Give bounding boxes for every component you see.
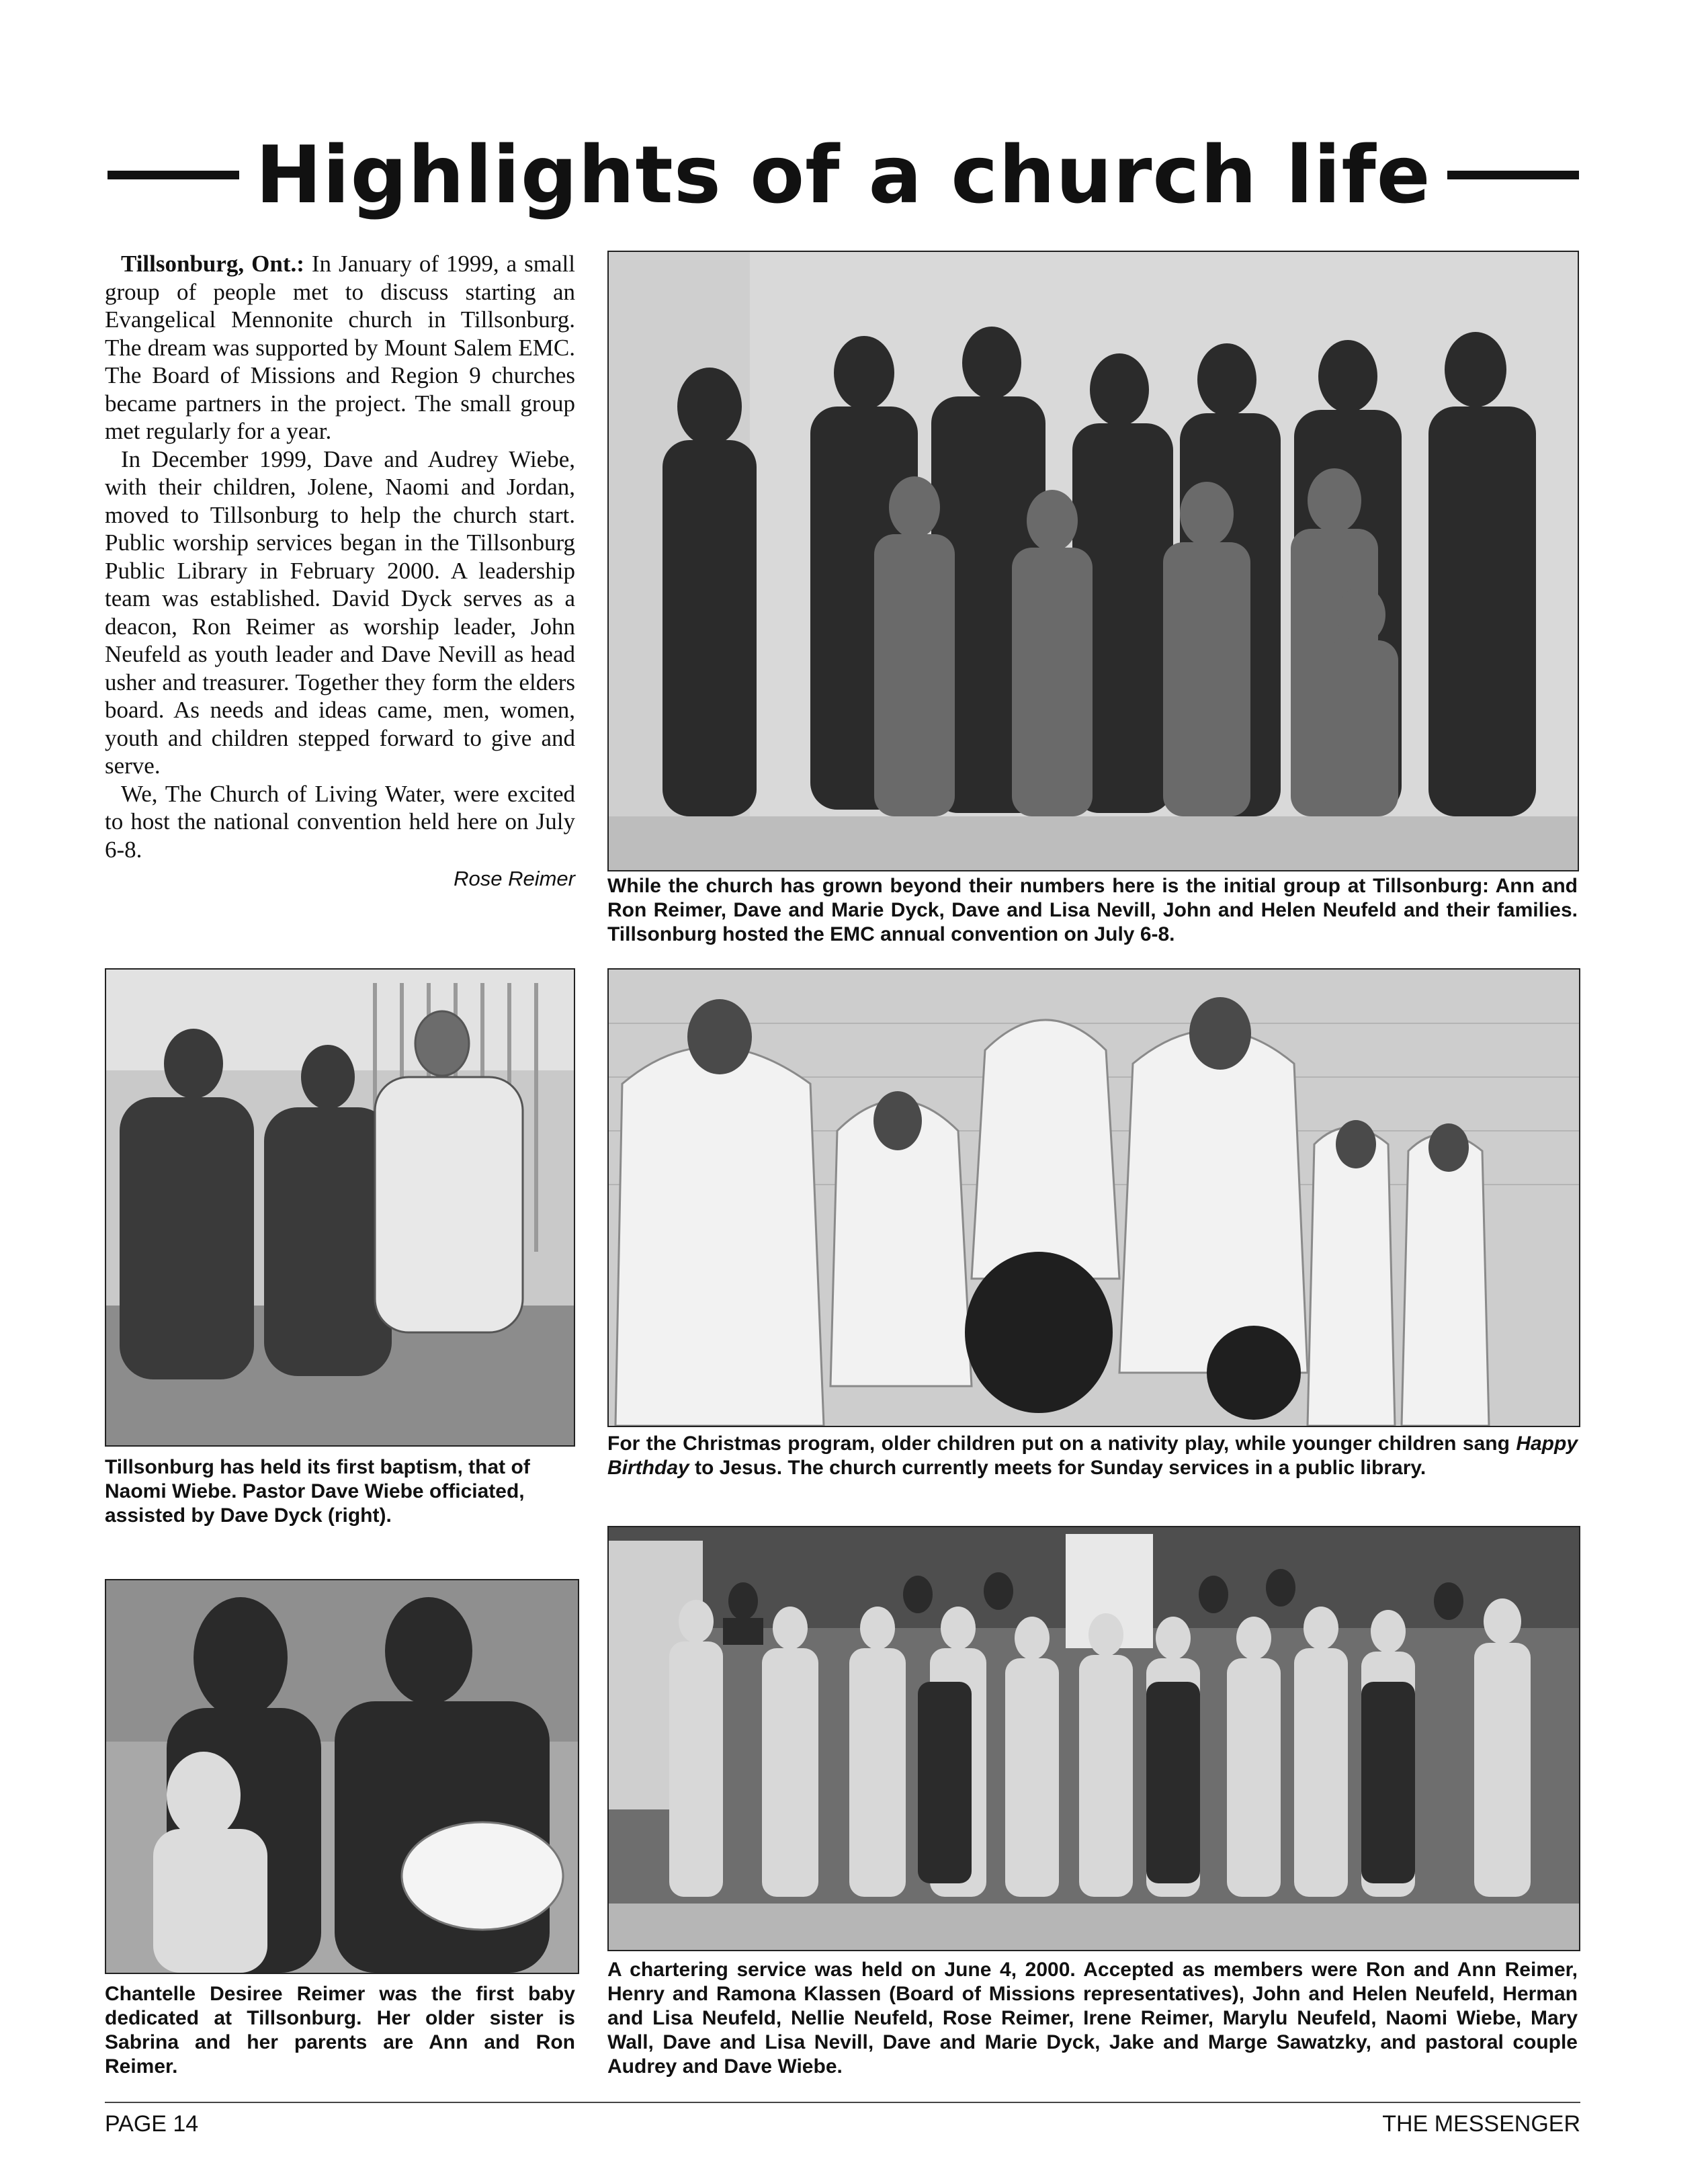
chartering-caption: A chartering service was held on June 4, 2000. Accepted as members were Ron and Ann Reimer, Henry and Ramona Klassen (Board of Missions representatives), John and Helen Neufeld, Herman and Lisa Neufeld, Nellie Neufeld, Rose Reimer, Irene Reimer, Marylu Neufeld, Naomi Wiebe, Mary Wall, Dave and Lisa Nevill, Dave and Marie Dyck, Jake and Marge Sawatzky, and pastoral couple Audrey and Dave Wiebe. xyxy=(607,1959,1578,2078)
page-title: Highlights of a church life xyxy=(255,128,1431,221)
song-title: Happy Birthday xyxy=(607,1433,1578,1479)
dateline: Tillsonburg, Ont.: xyxy=(121,251,304,277)
intro-article xyxy=(105,250,575,893)
group-photo xyxy=(607,251,1579,871)
chartering-photo xyxy=(607,1526,1580,1951)
christmas-photo xyxy=(607,968,1580,1427)
headline-banner xyxy=(108,128,1579,222)
group-photo-caption: While the church has grown beyond their numbers here is the initial group at Tillsonburg: Ann and Ron Reimer, Dave and Marie Dyck, Dave and Lisa Nevill, John and Helen Neufeld and their families. Tillsonburg hosted the EMC annual convention on July 6-8. xyxy=(607,875,1578,945)
baptism-caption: Tillsonburg has held its first baptism, that of Naomi Wiebe. Pastor Dave Wiebe officiated, assisted by Dave Dyck (right). xyxy=(105,1456,530,1527)
article-paragraph-3: We, The Church of Living Water, were excited to host the national convention held here on July 6-8. xyxy=(105,780,575,863)
christmas-caption xyxy=(607,1432,1578,1480)
headline-rule-right xyxy=(1447,171,1579,179)
headline-rule-left xyxy=(108,171,239,179)
baptism-photo xyxy=(105,968,575,1447)
baby-dedication-photo xyxy=(105,1579,579,1974)
article-paragraph-1 xyxy=(105,250,575,445)
byline: Rose Reimer xyxy=(454,867,575,890)
christmas-caption-text-2: to Jesus. The church currently meets for Sunday services in a public library. xyxy=(689,1457,1426,1479)
publication-name: THE MESSENGER xyxy=(1382,2111,1580,2137)
article-paragraph-1-text: In January of 1999, a small group of people met to discuss starting an Evangelical Mennonite church in Tillsonburg. The dream was supported by Mount Salem EMC. The Board of Missions and Region 9 churches became partners in the project. The small group met regularly for a year. xyxy=(105,251,575,444)
baby-dedication-caption: Chantelle Desiree Reimer was the first baby dedicated at Tillsonburg. Her older sister is Sabrina and her parents are Ann and Ron Reimer. xyxy=(105,1983,575,2078)
christmas-caption-text-1: For the Christmas program, older children put on a nativity play, while younger children sang xyxy=(607,1433,1517,1455)
page-number: PAGE 14 xyxy=(105,2111,199,2137)
footer-rule xyxy=(105,2102,1580,2103)
article-paragraph-2: In December 1999, Dave and Audrey Wiebe, with their children, Jolene, Naomi and Jordan, moved to Tillsonburg to help the church start. Public worship services began in the Tillsonburg Public Library in February 2000. A leadership team was established. David Dyck serves as a deacon, Ron Reimer as worship leader, John Neufeld as youth leader and Dave Nevill as head usher and treasurer. Together they form the elders board. As needs and ideas came, men, women, youth and children stepped forward to give and serve. xyxy=(105,445,575,779)
